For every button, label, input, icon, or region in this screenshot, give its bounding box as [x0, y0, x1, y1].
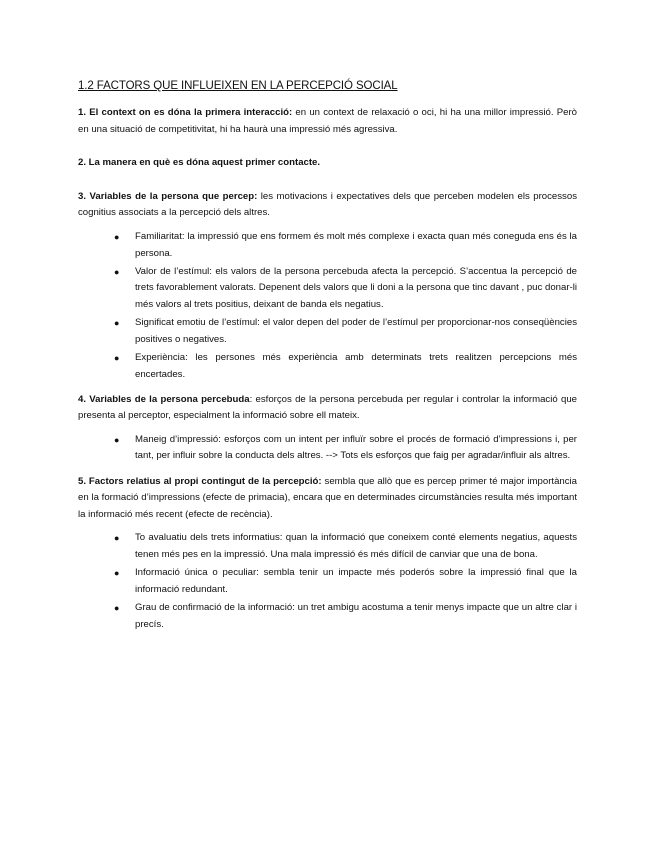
bullet-icon: ●: [114, 434, 120, 445]
bullet-list-perceived: [78, 432, 577, 465]
paragraph-manner: [78, 155, 577, 172]
paragraph-heading: 4. Variables de la persona percebuda: [78, 393, 250, 405]
paragraph-heading: 2. La manera en què es dóna aquest primer contacte.: [78, 157, 321, 169]
paragraph-heading: 1. El context on es dóna la primera interacció:: [78, 107, 293, 118]
paragraph-text: les motivacions i expectatives dels que perceben modelen els processos cognitius associats a la percepció dels altres.: [78, 190, 577, 219]
paragraph-perceiver-variables: [78, 189, 577, 222]
bullet-icon: ●: [114, 603, 120, 613]
paragraph-text: en un context de relaxació o oci, hi ha una millor impressió. Però en una situació de competitivitat, hi ha haurà una impressió més agressiva.: [78, 107, 578, 135]
document-body: [78, 80, 577, 635]
paragraph-text: sembla que allò que es percep primer té major importància en la formació d’impressions (efecte de primacia), encara que en determinades circumstàncies resulta més important la informació més recent (efecte de recència).: [78, 475, 577, 520]
paragraph-content-factors: [78, 474, 577, 524]
paragraph-text: : esforços de la persona percebuda per regular i controlar la informació que presenta al perceptor, especialment la informació sobre ell mateix.: [78, 393, 577, 422]
list-item: ● Informació única o peculiar: sembla tenir un impacte més poderós sobre la impressió final que la informació redundant.: [114, 567, 577, 595]
list-item: ● Valor de l’estímul: els valors de la persona percebuda afecta la percepció. S’accentua la percepció de trets favorablement valorats. Depenent dels valors que li doni a la persona que tinc davant , puc donar-li més valors al trets positius, deixant de banda els negatius.: [114, 265, 577, 310]
list-item: ● Significat emotiu de l’estímul: el valor depen del poder de l’estímul per proporcionar-nos conseqüències positives o negatives.: [114, 317, 577, 345]
list-item: ● Familiaritat: la impressió que ens formem és molt més complexe i exacta quan més coneguda ens és la persona.: [114, 230, 577, 259]
paragraph-heading: 5. Factors relatius al propi contingut de la percepció:: [78, 475, 322, 487]
bullet-icon: ●: [114, 266, 120, 277]
bullet-icon: ●: [114, 568, 120, 579]
bullet-icon: ●: [114, 352, 120, 363]
section-title: 1.2 FACTORS QUE INFLUEIXEN EN LA PERCEPCIÓ SOCIAL: [78, 80, 398, 92]
bullet-list-content: [78, 530, 577, 633]
bullet-icon: ●: [114, 231, 120, 242]
bullet-list-perceiver: [78, 229, 577, 383]
paragraph-perceived-variables: [78, 392, 577, 425]
list-item: ● Experiència: les persones més experiència amb determinats trets realitzen percepcions més encertades.: [114, 351, 577, 380]
paragraph-heading: 3. Variables de la persona que percep:: [78, 190, 258, 202]
list-item: ● To avaluatiu dels trets informatius: quan la informació que coneixem conté elements negatius, aquests tenen més pes en la impressió. Una mala impressió és més difícil de canviar que una de bona.: [114, 532, 577, 561]
paragraph-context: [78, 105, 577, 138]
list-item: ● Maneig d’impressió: esforços com un intent per influïr sobre el procés de formació d’impressions i, per tant, per influir sobre la conducta dels altres. --> Tots els esforços que faig per agradar/influir als altres.: [114, 433, 577, 462]
bullet-icon: ●: [114, 533, 120, 544]
bullet-icon: ●: [114, 318, 120, 329]
list-item: ● Grau de confirmació de la informació: un tret ambigu acostuma a tenir menys impacte que un altre clar i precís.: [114, 602, 577, 630]
